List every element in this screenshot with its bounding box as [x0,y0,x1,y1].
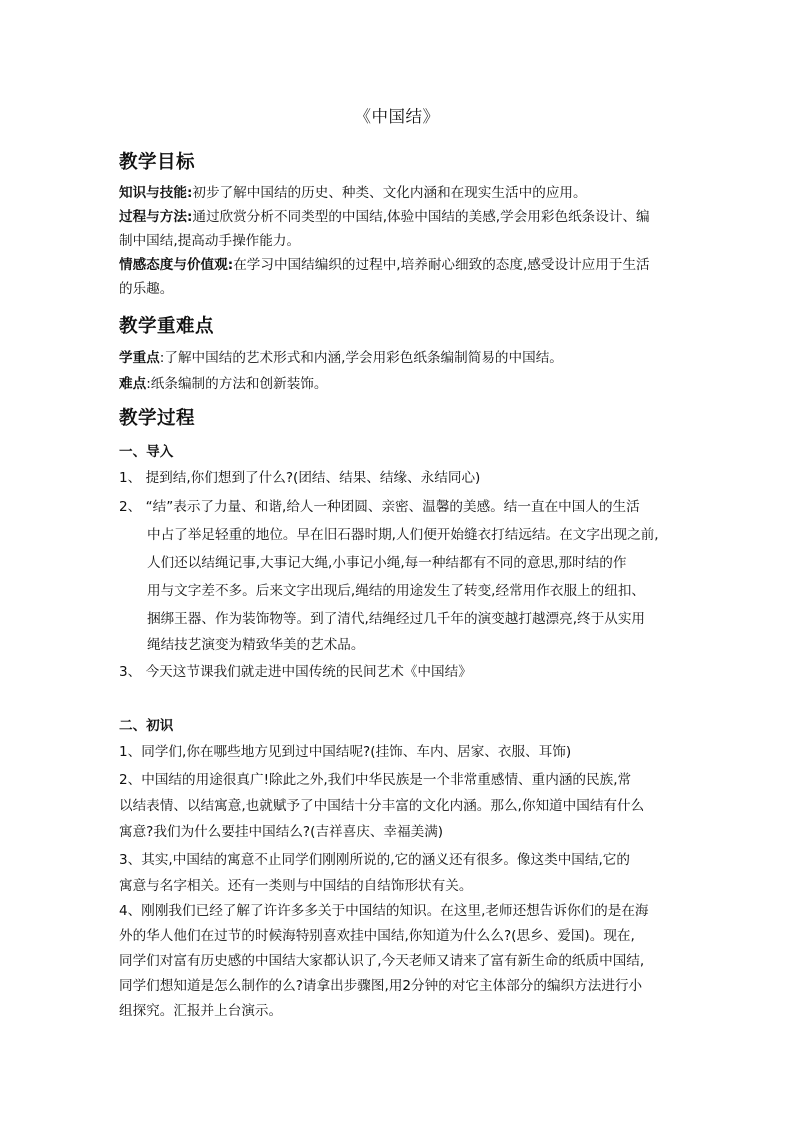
explore-line-6: 寓意与名字相关。还有一类则与中国结的自结饰形状有关。 [119,878,473,894]
difficulty-text: :纸条编制的方法和创新装饰。 [146,376,328,392]
intro-item-1: 1、 提到结,你们想到了什么?(团结、结果、结缘、永结同心) [119,470,481,486]
explore-line-11: 组探究。汇报并上台演示。 [119,1003,283,1019]
knowledge-label: 知识与技能: [119,185,193,201]
emotion-line [119,254,679,276]
process-method-label: 过程与方法: [119,209,193,225]
knowledge-text: 初步了解中国结的历史、种类、文化内涵和在现实生活中的应用。 [192,185,587,201]
intro-item-2-line-2: 中占了举足轻重的地位。早在旧石器时期,人们便开始缝衣打结远结。在文字出现之前, [147,527,659,543]
process-heading: 教学过程 [119,408,196,429]
explore-line-2: 2、中国结的用途很真广!除此之外,我们中华民族是一个非常重感情、重内涵的民族,常 [119,772,632,788]
explore-line-9: 同学们对富有历史感的中国结大家都认识了,今天老师又请来了富有新生命的纸质中国结, [119,953,645,969]
key-point-line [119,347,679,369]
explore-line-3: 以结表情、以结寓意,也就赋予了中国结十分丰富的文化内涵。那么,你知道中国结有什么 [119,798,645,814]
key-point-text: :了解中国结的艺术形式和内涵,学会用彩色纸条编制简易的中国结。 [159,350,563,366]
emotion-line-2: 的乐趣。 [119,281,174,297]
difficulty-line [119,373,679,395]
explore-line-5: 3、其实,中国结的寓意不止同学们刚刚所说的,它的涵义还有很多。像这类中国结,它的 [119,852,630,868]
difficulty-label: 难点 [119,376,147,392]
intro-item-3: 3、 今天这节课我们就走进中国传统的民间艺术《中国结》 [119,664,472,680]
emotion-label: 情感态度与价值观: [119,257,234,273]
intro-item-2-line-5: 捆绑王器、作为装饰物等。到了清代,结绳经过几千年的演变越打越漂亮,终于从实用 [147,611,646,627]
explore-line-1: 1、同学们,你在哪些地方见到过中国结呢?(挂饰、车内、居家、衣服、耳饰) [119,744,572,760]
explore-line-8: 外的华人他们在过节的时候海特别喜欢挂中国结,你知道为什么么?(思乡、爱国)。现在, [119,928,635,944]
explore-line-10: 同学们想知道是怎么制作的么?请拿出步骤图,用2分钟的对它主体部分的编织方法进行小 [119,978,643,994]
intro-heading: 一、导入 [119,444,174,460]
keypoints-heading: 教学重难点 [119,316,215,337]
intro-item-2-line-3: 人们还以结绳记事,大事记大绳,小事记小绳,每一种结都有不同的意思,那时结的作 [147,555,627,571]
process-method-line-2: 制中国结,提高动手操作能力。 [119,233,301,249]
document-title: 《中国结》 [354,107,440,126]
explore-heading: 二、初识 [119,718,174,734]
process-method-text: 通过欣赏分析不同类型的中国结,体验中国结的美感,学会用彩色纸条设计、编 [192,209,650,225]
knowledge-line [119,182,679,204]
intro-item-2-line-6: 绳结技艺演变为精致华美的艺术品。 [147,637,365,653]
process-method-line [119,206,679,228]
intro-item-2-line-4: 用与文字差不多。后来文字出现后,绳结的用途发生了转变,经常用作衣服上的纽扣、 [147,583,646,599]
explore-line-7: 4、刚刚我们已经了解了许许多多关于中国结的知识。在这里,老师还想告诉你们的是在海 [119,903,649,919]
intro-item-2: 2、 “结”表示了力量、和谐,给人一种团圆、亲密、温馨的美感。结一直在中国人的生活 [119,499,640,515]
emotion-text: 在学习中国结编织的过程中,培养耐心细致的态度,感受设计应用于生活 [233,257,650,273]
explore-line-4: 寓意?我们为什么要挂中国结么?(吉祥喜庆、幸福美满) [119,824,444,840]
objectives-heading: 教学目标 [119,152,196,173]
key-point-label: 学重点 [119,350,160,366]
